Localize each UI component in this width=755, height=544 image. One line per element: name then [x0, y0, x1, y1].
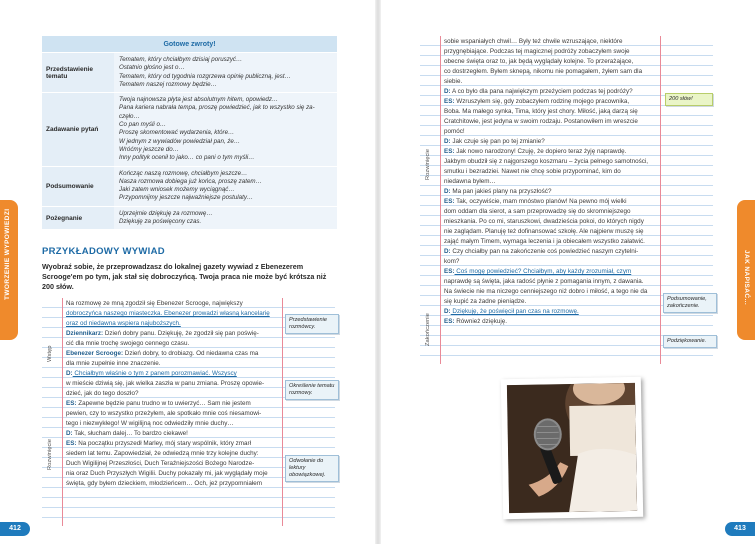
phrase-line: Uprzejmie dziękuję za rozmowę… — [119, 209, 213, 217]
line-text: co dostrzegłem. Byłem skneрą, nikomu nie pomagałem, żyłem sam dla — [444, 68, 643, 75]
line-text: pomóc! — [444, 128, 465, 135]
interview-line — [444, 157, 660, 167]
margin-line — [440, 36, 441, 364]
right-chapter-tab: JAK NAPISAĆ... — [737, 200, 755, 340]
phrase-line: Jaki zatem wniosek możemy wyciągnąć… — [119, 186, 235, 194]
line-text: Jak czuje się pan po tej zmianie? — [450, 138, 545, 145]
speaker-label: Ebenezer Scrooge: — [66, 350, 124, 357]
line-text: Boba. Ma małego synka, Tima, który jest chory. Miłość, jaką darzą się — [444, 108, 638, 115]
line-text: tego i niezwykłego! W wigilijną noc odwiedziły mnie duchy… — [66, 420, 234, 427]
interview-line — [444, 227, 660, 237]
interview-line — [444, 317, 660, 327]
label-body-left: Rozwinięcie — [47, 439, 53, 470]
interview-line — [444, 167, 660, 177]
speaker-label: ES: — [444, 148, 455, 155]
phrase-line: częło… — [119, 112, 140, 120]
interview-line — [66, 309, 280, 319]
interview-line — [444, 207, 660, 217]
line-text: Jak nowo narodzony! Czuję, że dopiero teraz żyję naprawdę. — [454, 148, 627, 155]
phrases-table-header: Gotowe zwroty! — [42, 36, 337, 53]
interview-line — [444, 217, 660, 227]
book-gutter — [375, 0, 381, 544]
interview-line — [66, 479, 280, 489]
interview-line — [444, 267, 660, 277]
interview-line — [444, 97, 660, 107]
interview-line — [444, 177, 660, 187]
line-text: Na początku przyszedł Marley, mój stary wspólnik, który zmarł — [76, 440, 251, 447]
right-interview-text — [444, 37, 660, 327]
line-text: dom oddam dla sierot, a sam przeprowadzę się do skromniejszego — [444, 208, 631, 215]
line-text: nia oraz Duch Przyszłych Wigilii. Duchy pokazały mi, jak wyglądały moje — [66, 470, 268, 477]
line-text: naprawdę są święta, jaka radość płynie z pomagania innym, z dawania. — [444, 278, 644, 285]
phrase-line: Przypomnijmy jeszcze najważniejsze postulaty… — [119, 194, 254, 202]
interview-line — [444, 57, 660, 67]
phrase-line: Proszę skomentować wydarzenia, które… — [119, 129, 235, 137]
label-intro: Wstęp — [47, 345, 53, 362]
interview-line — [444, 197, 660, 207]
line-text: niedawna byłem… — [444, 178, 496, 185]
line-text: Duch Wigilijnej Przeszłości, Duch Teraźniejszości Bożego Narodze- — [66, 460, 255, 467]
note-word-count: 200 słów! — [665, 93, 713, 106]
margin-line — [62, 298, 63, 526]
interview-line — [66, 299, 280, 309]
phrase-line: W jednym z wywiadów powiedział pan, że… — [119, 137, 241, 145]
highlighted-text: Coś mogę powiedzieć? Chciałbym, aby każdy zrozumiał, czym — [454, 268, 632, 275]
line-text: kom? — [444, 258, 460, 265]
interview-line — [66, 349, 280, 359]
interview-line — [444, 237, 660, 247]
speaker-label: ES: — [444, 268, 455, 275]
line-text: obecne święta oraz to, jak będą wyglądały kolejne. To przerażające, — [444, 58, 634, 65]
phrase-examples — [114, 53, 337, 93]
speaker-label: ES: — [444, 198, 455, 205]
interview-line — [444, 117, 660, 127]
phrase-category: Zadawanie pytań — [42, 93, 114, 166]
interview-line — [66, 329, 280, 339]
interview-line — [66, 379, 280, 389]
speaker-label: D: — [444, 138, 451, 145]
speaker-label: Dziennikarz: — [66, 330, 104, 337]
line-text: Cratchitowie, jest jedyna w swoim rodzaju. Postanowiłem im wreszcie — [444, 118, 638, 125]
line-text: Również dziękuję. — [454, 318, 507, 325]
speaker-label: D: — [444, 88, 451, 95]
phrases-row — [42, 166, 337, 206]
interview-line — [444, 187, 660, 197]
photo-image — [507, 383, 637, 513]
note-thanks: Podziękowanie. — [663, 335, 717, 348]
line-text: święta, gdy byłem dzieckiem, młodzieńcem… Och, jeż przypomniałem — [66, 480, 262, 487]
note-topic: Określenie tematu rozmowy. — [285, 380, 339, 400]
phrase-line: Dziękuję za poświęcony czas. — [119, 218, 202, 226]
highlighted-text: Chciałbym właśnie o tym z panem porozmawiać. Wszyscy — [72, 370, 237, 377]
line-text: pewien, czy to wszystko przeżyłem, ale spotkało mnie coś niesamowi- — [66, 410, 262, 417]
line-text: dla mnie zupełnie inne znaczenie. — [66, 360, 161, 367]
speaker-label: D: — [66, 430, 73, 437]
line-text: dzieć, jak do tego doszło? — [66, 390, 139, 397]
phrase-line: Twoja najnowsza płyta jest absolutnym hitem, opowiedz… — [119, 96, 279, 104]
line-text: nie zaglądam. Planuję też dofinansować szkołę. Ale najpierw muszę się — [444, 228, 644, 235]
label-ending: Zakończenie — [425, 313, 431, 346]
left-chapter-tab: TWORZENIE WYPOWIEDZI — [0, 200, 18, 340]
line-text: zająć małym Timem, wymaga leczenia i ja obiecałem wszystko załatwić. — [444, 238, 645, 245]
right-interview-notebook — [420, 36, 713, 364]
line-text: przygnębiające. Podczas tej magicznej podróży zobaczyłem swoje — [444, 48, 630, 55]
line-text: Ma pan jakieś plany na przyszłość? — [450, 188, 552, 195]
task-intro: Wyobraź sobie, że przeprowadzasz do lokalnej gazety wywiad z Ebenezerem Scrooge'em po tym, jak stał się dobroczyńcą. Twoja praca nie może być krótsza niż 200 słów. — [42, 262, 327, 292]
phrase-examples — [114, 206, 337, 229]
speaker-label: D: — [444, 308, 451, 315]
phrases-row — [42, 93, 337, 166]
label-body-right: Rozwinięcie — [425, 149, 431, 180]
interview-line — [66, 389, 280, 399]
phrase-category: Pożegnanie — [42, 206, 114, 229]
interview-line — [66, 419, 280, 429]
interview-line — [444, 307, 660, 317]
margin-line — [660, 36, 661, 364]
line-text: Wzruszyłem się, gdy zobaczyłem rodzinę mojego pracownika, — [454, 98, 630, 105]
line-text: Zapewne będzie panu trudno w to uwierzyć… Sam nie jestem — [76, 400, 251, 407]
left-interview-text — [66, 299, 280, 489]
phrase-line: Tematem naszej rozmowy będzie… — [119, 80, 217, 88]
phrase-line: Nasza rozmowa dobiega już końca, proszę zatem… — [119, 177, 262, 185]
highlighted-text: oraz od niedawna wspiera najuboższych. — [66, 320, 181, 327]
interview-line — [66, 439, 280, 449]
line-text: Tak, słucham dalej… To bardzo ciekawe! — [72, 430, 188, 437]
phrase-line: Co pan myśli o… — [119, 121, 167, 129]
phrases-row — [42, 206, 337, 229]
phrase-examples — [114, 93, 337, 166]
interview-line — [66, 359, 280, 369]
phrase-category: Podsumowanie — [42, 166, 114, 206]
line-text: Na rozmowę ze mną zgodził się Ebenezer Scrooge, największy — [66, 300, 243, 307]
line-text: się kupić za żadne pieniądze. — [444, 298, 527, 305]
line-text: A co było dla pana najwiękzym przeżyciem podczas tej podróży? — [450, 88, 633, 95]
phrase-line: Tematem, który chciałbym dzisiaj poruszyć… — [119, 56, 243, 63]
note-introduce: Przedstawienie rozmówcy. — [285, 314, 339, 334]
margin-line — [282, 298, 283, 526]
speaker-label: D: — [444, 188, 451, 195]
speaker-label: ES: — [66, 400, 77, 407]
line-text: sobie wspaniałych chwil… Były też chwile wzruszające, niektóre — [444, 38, 623, 45]
interview-line — [444, 297, 660, 307]
phrase-category: Przedstawienie tematu — [42, 53, 114, 93]
phrase-line: Ostatnio głośno jest o… — [119, 64, 185, 72]
note-reference: Odwołanie do lektury obowiązkowej. — [285, 455, 339, 482]
interview-line — [444, 287, 660, 297]
phrase-line: Kończąc naszą rozmowę, chciałbym jeszcze… — [119, 169, 248, 177]
interview-line — [444, 47, 660, 57]
microphone-photo — [501, 377, 643, 519]
interview-line — [444, 67, 660, 77]
left-page-number: 412 — [0, 522, 30, 536]
interview-line — [444, 147, 660, 157]
line-text: siebie. — [444, 78, 463, 85]
phrase-line: Pana kariera nabrała tempa, proszę powiedzieć, jak to wszystko się za- — [119, 104, 315, 112]
line-text: Jakbym obudził się z najgorszego koszmaru – życia pełnego samotności, — [444, 158, 649, 165]
line-text: smutku i bezradziei. Nawet nie chcę sobie przypominać, kim do — [444, 168, 621, 175]
interview-line — [66, 399, 280, 409]
woman-with-microphone-image — [507, 383, 637, 513]
interview-line — [444, 107, 660, 117]
interview-line — [66, 459, 280, 469]
interview-line — [444, 87, 660, 97]
interview-line — [66, 369, 280, 379]
interview-line — [66, 409, 280, 419]
line-text: Na świecie nie ma niczego cenniejszego niż dobro i miłość, a tego nie da — [444, 288, 648, 295]
phrase-line: Inny polityk ocenił to jako… co pani o tym myśli… — [119, 154, 255, 162]
line-text: Dzień dobry panu. Dziękuję, że zgodził się pan poświę- — [103, 330, 259, 337]
note-summary: Podsumowanie, zakończenie. — [663, 293, 717, 313]
interview-line — [66, 319, 280, 329]
line-text: siedem lat temu. Zapowiedział, że odwiedzą mnie trzy kolejne duchy: — [66, 450, 259, 457]
phrases-table — [42, 36, 337, 229]
interview-line — [444, 247, 660, 257]
interview-line — [444, 277, 660, 287]
phrase-line: Wróćmy jeszcze do… — [119, 145, 179, 153]
highlighted-text: dobroczyńca naszego miasteczka. Ebenezer prowadzi własną kancelarię — [66, 310, 270, 317]
phrase-line: Tematem, który od tygodnia rozgrzewa opinię publiczną, jest… — [119, 72, 291, 80]
line-text: Tak, oczywiście, mam mnóstwo planów! Na pewno mój wielki — [454, 198, 627, 205]
phrase-examples — [114, 166, 337, 206]
interview-line — [66, 339, 280, 349]
highlighted-text: Dziękuję, że poświęcił pan czas na rozmowę. — [450, 308, 579, 315]
interview-line — [444, 257, 660, 267]
phrases-row — [42, 53, 337, 93]
line-text: Dzień dobry, to drobiazg. Od niedawna czas ma — [123, 350, 259, 357]
speaker-label: ES: — [66, 440, 77, 447]
line-text: cić dla mnie trochę swojego cennego czasu. — [66, 340, 190, 347]
interview-line — [444, 127, 660, 137]
interview-line — [444, 77, 660, 87]
speaker-label: ES: — [444, 98, 455, 105]
interview-line — [444, 137, 660, 147]
line-text: w mieście dziwią się, jak wielka zaszła w panu zmiana. Proszę opowie- — [66, 380, 265, 387]
speaker-label: ES: — [444, 318, 455, 325]
interview-line — [66, 429, 280, 439]
line-text: Czy chciałby pan na zakończenie coś powiedzieć naszym czytelni- — [450, 248, 639, 255]
speaker-label: D: — [444, 248, 451, 255]
right-page-number: 413 — [725, 522, 755, 536]
line-text: mieszkania. Po co mi, staruszkowi, dwadzieścia pokoi, do których nigdy — [444, 218, 644, 225]
interview-line — [66, 469, 280, 479]
section-title: PRZYKŁADOWY WYWIAD — [42, 246, 165, 257]
interview-line — [444, 37, 660, 47]
speaker-label: D: — [66, 370, 73, 377]
interview-line — [66, 449, 280, 459]
